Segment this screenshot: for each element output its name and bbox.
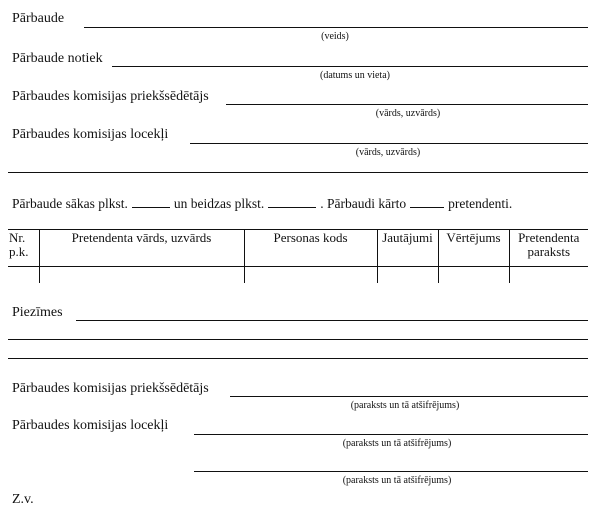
- chairman-signature-line[interactable]: [230, 396, 588, 397]
- inspection-label: Pārbaude: [12, 11, 65, 26]
- column-header-nr: Nr. p.k.: [8, 230, 39, 267]
- members-extra-line[interactable]: [8, 172, 588, 173]
- notes-line-2[interactable]: [8, 339, 588, 340]
- start-time-field[interactable]: [132, 195, 170, 208]
- column-header-grade: Vērtējums: [438, 230, 509, 267]
- date-place-caption: (datums un vieta): [320, 70, 390, 81]
- seal-label: Z.v.: [12, 492, 34, 507]
- takes-place-label: Pārbaude notiek: [12, 51, 103, 66]
- candidates-table: [8, 229, 588, 283]
- members-name-line[interactable]: [190, 143, 588, 144]
- members-name-caption: (vārds, uzvārds): [355, 147, 421, 158]
- inspection-type-caption: (veids): [321, 31, 349, 42]
- column-header-name: Pretendenta vārds, uzvārds: [39, 230, 244, 267]
- table-cell[interactable]: [377, 267, 438, 284]
- column-header-questions: Jautājumi: [377, 230, 438, 267]
- signature-chairman-label: Pārbaudes komisijas priekšsēdētājs: [12, 381, 209, 396]
- starts-text: Pārbaude sākas plkst.: [12, 196, 128, 211]
- members-signature-line-2[interactable]: [194, 471, 588, 472]
- notes-line-3[interactable]: [8, 358, 588, 359]
- candidates-count-field[interactable]: [410, 195, 444, 208]
- members-label: Pārbaudes komisijas locekļi: [12, 127, 169, 142]
- times-row: [12, 195, 512, 212]
- table-cell[interactable]: [8, 267, 39, 284]
- end-time-field[interactable]: [268, 195, 316, 208]
- column-header-personal-code: Personas kods: [244, 230, 377, 267]
- chairman-name-line[interactable]: [226, 104, 588, 105]
- table-row: [8, 267, 588, 284]
- candidates-text: . Pārbaudi kārto: [320, 196, 407, 211]
- inspection-type-line[interactable]: [84, 27, 588, 28]
- table-cell[interactable]: [244, 267, 377, 284]
- notes-label: Piezīmes: [12, 305, 63, 320]
- column-header-signature: Pretendenta paraksts: [509, 230, 588, 267]
- chairman-signature-caption: (paraksts un tā atšifrējums): [350, 400, 460, 411]
- candidates-suffix: pretendenti.: [448, 196, 513, 211]
- members-signature-caption-1: (paraksts un tā atšifrējums): [342, 438, 452, 449]
- ends-text: un beidzas plkst.: [173, 196, 265, 211]
- chairman-name-caption: (vārds, uzvārds): [375, 108, 441, 119]
- date-place-line[interactable]: [112, 66, 588, 67]
- table-cell[interactable]: [509, 267, 588, 284]
- members-signature-caption-2: (paraksts un tā atšifrējums): [342, 475, 452, 486]
- table-cell[interactable]: [438, 267, 509, 284]
- chairman-label: Pārbaudes komisijas priekšsēdētājs: [12, 89, 209, 104]
- signature-members-label: Pārbaudes komisijas locekļi: [12, 418, 169, 433]
- table-cell[interactable]: [39, 267, 244, 284]
- notes-line-1[interactable]: [76, 320, 588, 321]
- members-signature-line-1[interactable]: [194, 434, 588, 435]
